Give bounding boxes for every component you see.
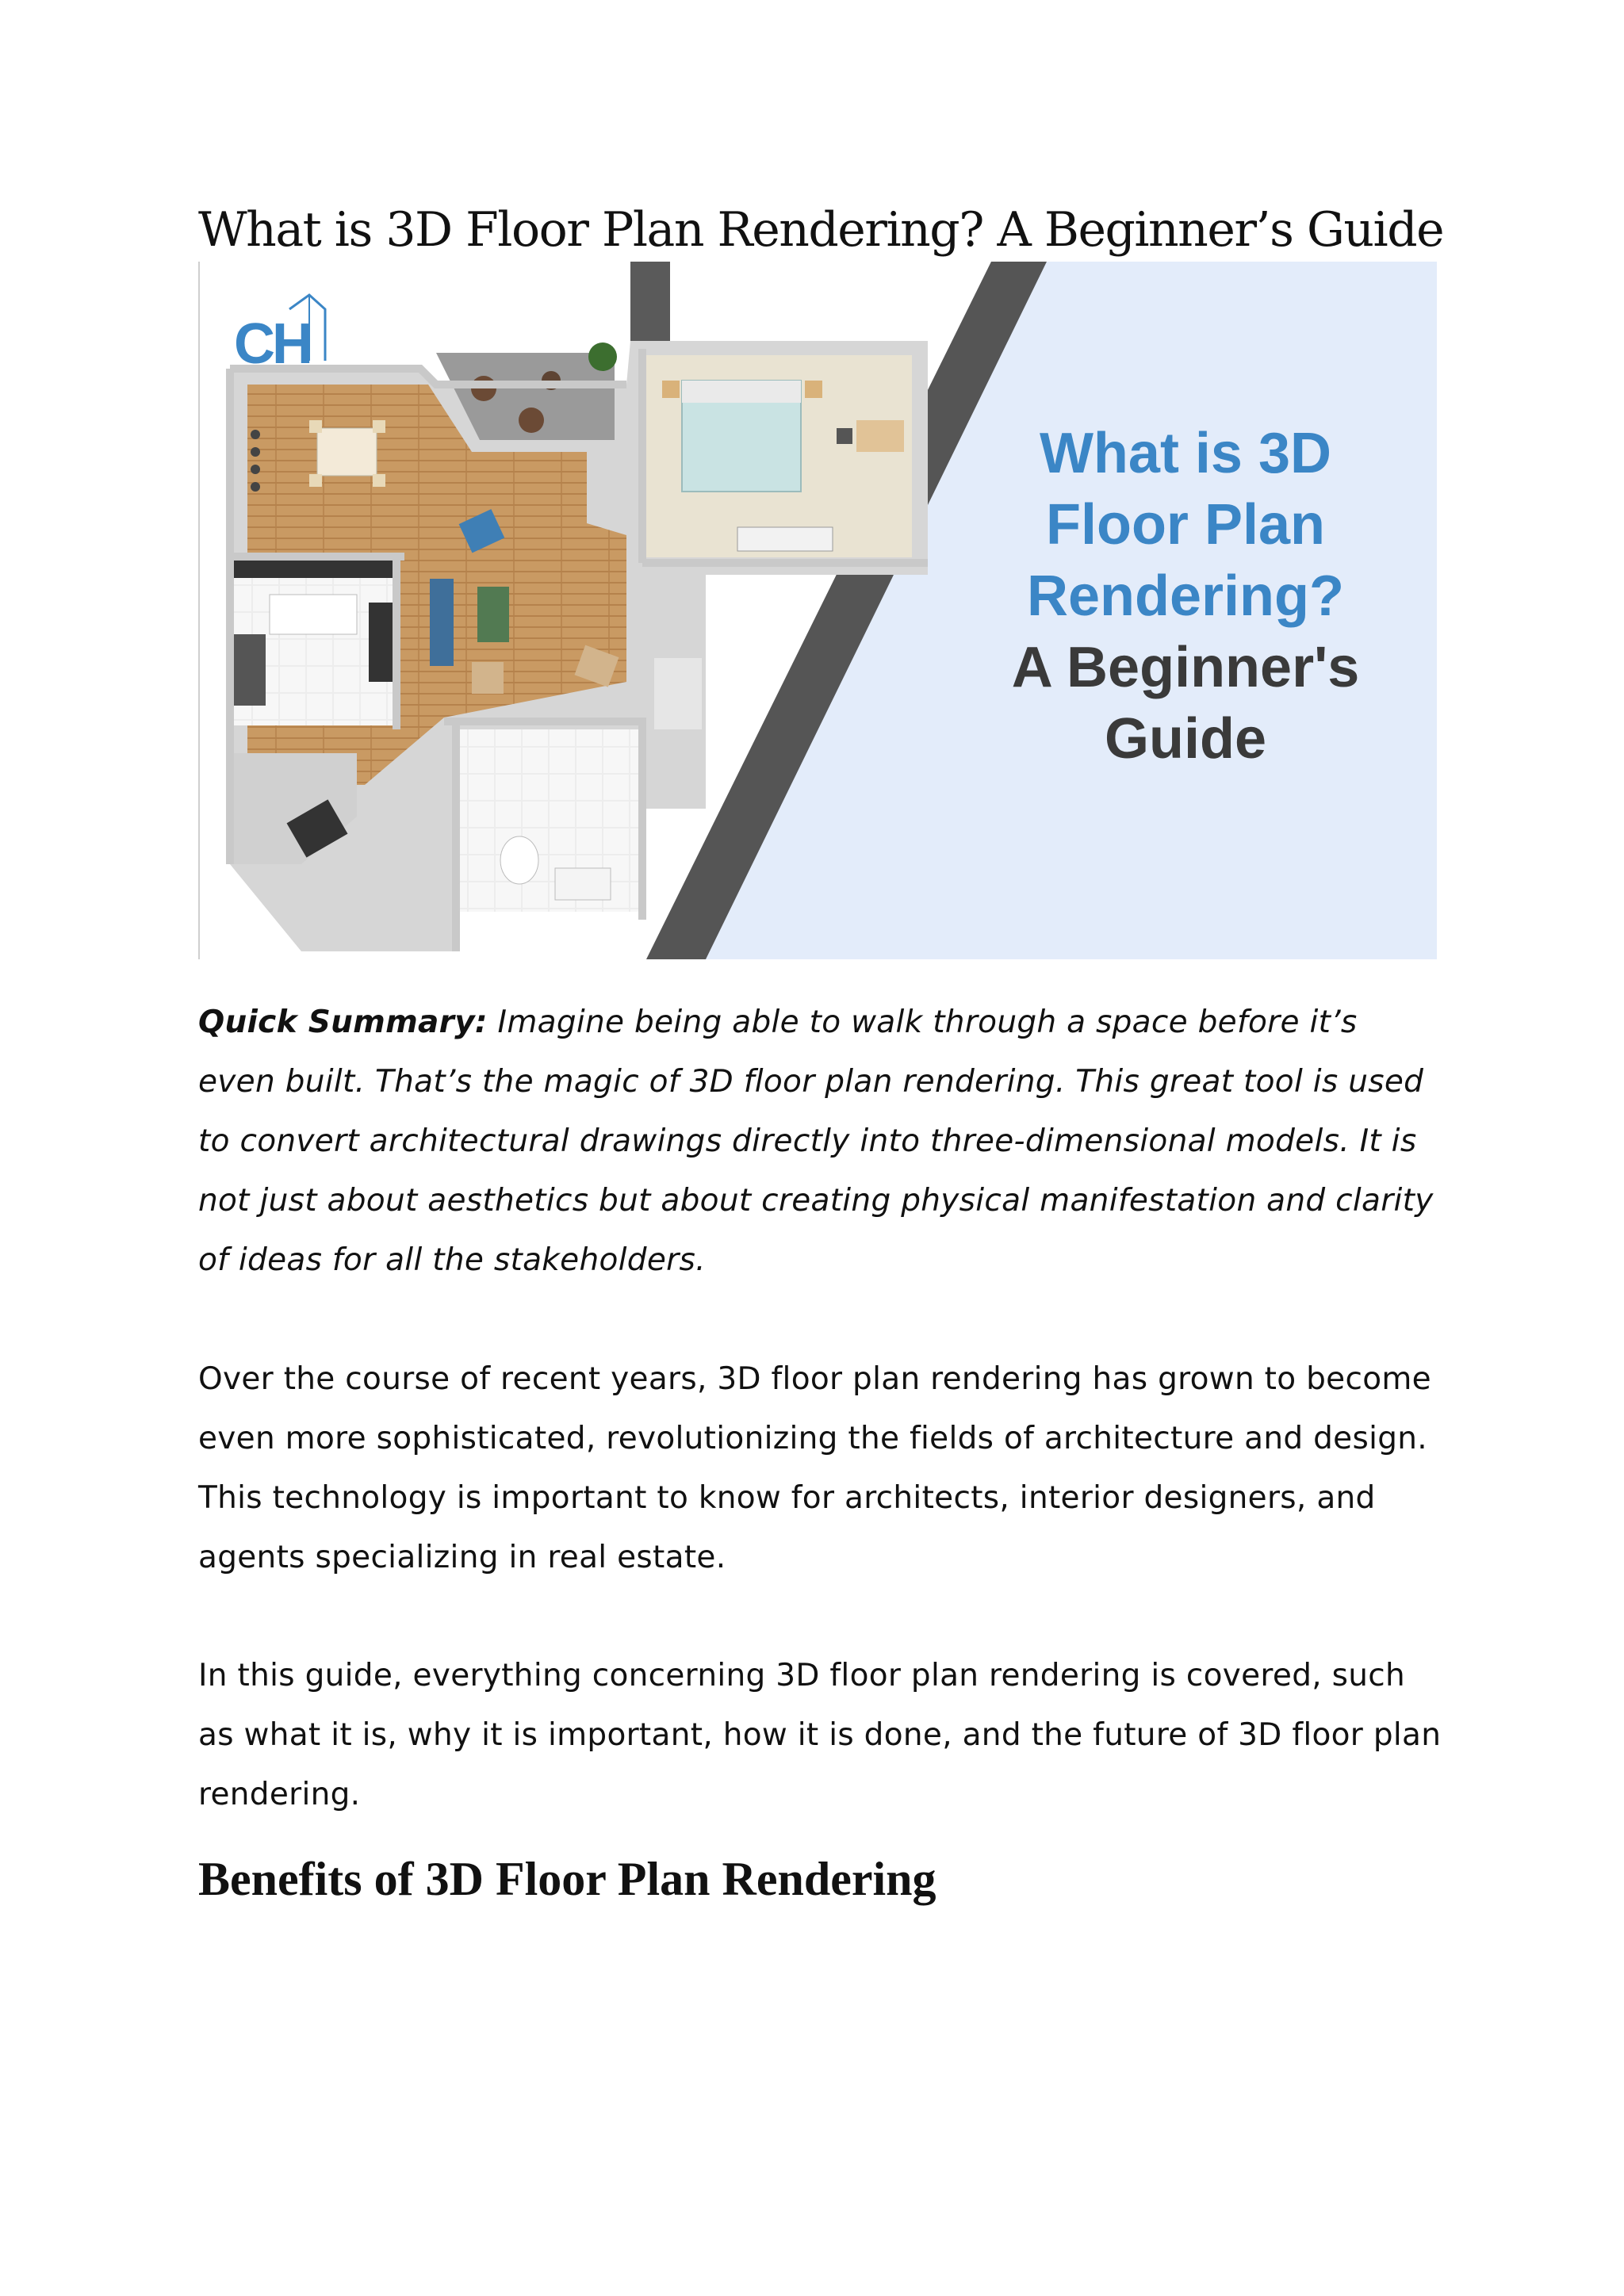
headline-line-2: Floor Plan <box>1045 493 1326 557</box>
headline-line-3: Rendering? <box>1026 564 1345 628</box>
subheadline-line-2: Guide <box>1104 707 1267 771</box>
hero-image <box>198 262 1437 959</box>
paragraph: Over the course of recent years, 3D floor plan rendering has grown to become even more sophisticated, revolutionizing the fields of architecture and design. This technology is important to know for architects, interior designers, and agents specializing in real estate. <box>198 1361 1431 1575</box>
section-heading: Benefits of 3D Floor Plan Rendering <box>198 1853 936 1905</box>
summary-label: Quick Summary: <box>198 1004 488 1040</box>
summary-text: Imagine being able to walk through a space before it’s even built. That’s the magic of 3D floor plan rendering. This great tool is used to convert architectural drawings directly into three-dimensional models. It is not just about aesthetics but about creating physical manifestation and clarity of ideas for all the stakeholders. <box>198 1004 1434 1278</box>
company-logo <box>234 295 325 376</box>
quick-summary <box>198 993 1443 1290</box>
document-title: What is 3D Floor Plan Rendering? A Beginner’s Guide <box>198 202 1444 258</box>
headline-line-1: What is 3D <box>1039 422 1332 485</box>
paragraph: In this guide, everything concerning 3D floor plan rendering is covered, such as what it is, why it is important, how it is done, and the future of 3D floor plan rendering. <box>198 1658 1442 1812</box>
subheadline-line-1: A Beginner's <box>1011 636 1360 699</box>
svg-text:CH: CH <box>234 312 310 376</box>
